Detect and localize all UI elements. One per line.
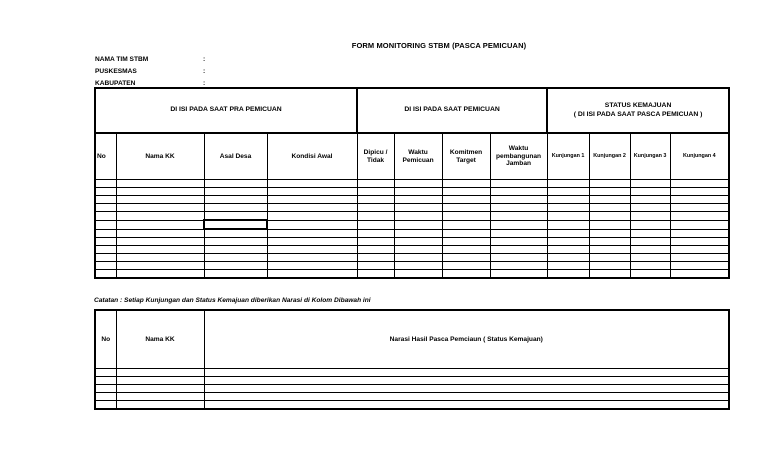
table-cell-kunjungan-4[interactable] xyxy=(670,229,729,238)
table-row xyxy=(95,229,729,238)
col-waktu-pembangunan-line2: pembangunan xyxy=(496,152,542,160)
col-dipicu-line2: Tidak xyxy=(366,156,385,164)
table-cell-asal-desa[interactable] xyxy=(204,262,267,270)
table-cell-komitmen-target[interactable] xyxy=(442,254,490,262)
form-title: FORM MONITORING STBM (PASCA PEMICUAN) xyxy=(351,41,527,50)
table-row xyxy=(95,212,729,221)
table-cell-kunjungan-1[interactable] xyxy=(547,246,589,254)
table-cell-nama-kk[interactable] xyxy=(116,238,204,246)
monitoring-table xyxy=(94,87,730,279)
col-komitmen-line1: Komitmen xyxy=(449,148,483,156)
meta-separator: : xyxy=(203,68,206,75)
table-cell-kondisi-awal[interactable] xyxy=(267,212,357,221)
table-cell-waktu-pemicuan[interactable] xyxy=(394,270,442,279)
selected-cell[interactable] xyxy=(204,220,267,229)
table-cell-dipicu[interactable] xyxy=(357,238,394,246)
col-waktu-pemicuan xyxy=(394,133,442,180)
narrative-header-row xyxy=(95,310,729,369)
col-waktu-pembangunan xyxy=(490,133,547,180)
col-kondisi-awal: Kondisi Awal xyxy=(267,133,357,180)
table-cell-waktu-pemicuan[interactable] xyxy=(394,238,442,246)
table-cell-kunjungan-3[interactable] xyxy=(630,220,670,229)
table-cell-kondisi-awal[interactable] xyxy=(267,270,357,279)
narrative-cell-narasi[interactable] xyxy=(204,369,729,377)
col-kunjungan-3: Kunjungan 3 xyxy=(630,133,670,180)
col-dipicu xyxy=(357,133,394,180)
table-cell-kunjungan-3[interactable] xyxy=(630,262,670,270)
table-cell-asal-desa[interactable] xyxy=(204,188,267,196)
col-komitmen-line2: Target xyxy=(456,156,476,164)
table-cell-asal-desa[interactable] xyxy=(204,212,267,221)
table-cell-waktu-pembangunan[interactable] xyxy=(490,262,547,270)
col-no: No xyxy=(95,133,116,180)
table-cell-nama-kk[interactable] xyxy=(116,188,204,196)
table-cell-kunjungan-2[interactable] xyxy=(589,196,630,204)
table-cell-dipicu[interactable] xyxy=(357,196,394,204)
col-komitmen-target xyxy=(442,133,490,180)
table-row xyxy=(95,254,729,262)
table-cell-asal-desa[interactable] xyxy=(204,254,267,262)
table-cell-no[interactable] xyxy=(95,238,116,246)
meta-row-puskesmas xyxy=(95,66,205,78)
table-cell-kondisi-awal[interactable] xyxy=(267,229,357,238)
table-cell-waktu-pembangunan[interactable] xyxy=(490,254,547,262)
table-cell-komitmen-target[interactable] xyxy=(442,196,490,204)
narrative-cell-narasi[interactable] xyxy=(204,377,729,385)
narrative-cell-narasi[interactable] xyxy=(204,393,729,401)
table-cell-komitmen-target[interactable] xyxy=(442,270,490,279)
narrative-row xyxy=(95,369,729,377)
narrative-row xyxy=(95,385,729,393)
table-cell-dipicu[interactable] xyxy=(357,212,394,221)
table-cell-kunjungan-1[interactable] xyxy=(547,262,589,270)
table-cell-kunjungan-3[interactable] xyxy=(630,254,670,262)
table-cell-kunjungan-3[interactable] xyxy=(630,270,670,279)
table-cell-kunjungan-3[interactable] xyxy=(630,212,670,221)
narrative-row xyxy=(95,377,729,385)
table-cell-dipicu[interactable] xyxy=(357,229,394,238)
table-cell-waktu-pembangunan[interactable] xyxy=(490,180,547,188)
table-cell-waktu-pembangunan[interactable] xyxy=(490,212,547,221)
table-cell-komitmen-target[interactable] xyxy=(442,212,490,221)
table-cell-waktu-pembangunan[interactable] xyxy=(490,220,547,229)
narrative-cell-nama-kk[interactable] xyxy=(116,369,204,377)
table-row xyxy=(95,270,729,279)
table-cell-kunjungan-2[interactable] xyxy=(589,270,630,279)
table-cell-kunjungan-1[interactable] xyxy=(547,188,589,196)
table-row xyxy=(95,262,729,270)
table-cell-asal-desa[interactable] xyxy=(204,229,267,238)
table-cell-kondisi-awal[interactable] xyxy=(267,188,357,196)
table-cell-kunjungan-2[interactable] xyxy=(589,262,630,270)
narrative-cell-nama-kk[interactable] xyxy=(116,401,204,410)
table-cell-waktu-pembangunan[interactable] xyxy=(490,246,547,254)
table-cell-kondisi-awal[interactable] xyxy=(267,254,357,262)
table-cell-no[interactable] xyxy=(95,196,116,204)
narrative-cell-nama-kk[interactable] xyxy=(116,385,204,393)
table-cell-kondisi-awal[interactable] xyxy=(267,246,357,254)
col-asal-desa: Asal Desa xyxy=(204,133,267,180)
group-saat-pemicuan: DI ISI PADA SAAT PEMICUAN xyxy=(357,88,547,133)
table-cell-kondisi-awal[interactable] xyxy=(267,220,357,229)
table-cell-kunjungan-4[interactable] xyxy=(670,254,729,262)
table-cell-waktu-pemicuan[interactable] xyxy=(394,180,442,188)
table-cell-nama-kk[interactable] xyxy=(116,229,204,238)
narrative-cell-no[interactable] xyxy=(95,369,116,377)
table-cell-kondisi-awal[interactable] xyxy=(267,262,357,270)
table-cell-kunjungan-4[interactable] xyxy=(670,220,729,229)
col-kunjungan-2: Kunjungan 2 xyxy=(589,133,630,180)
narrative-cell-no[interactable] xyxy=(95,393,116,401)
table-cell-kondisi-awal[interactable] xyxy=(267,204,357,212)
table-cell-waktu-pembangunan[interactable] xyxy=(490,188,547,196)
col-waktu-pemicuan-line2: Pemicuan xyxy=(402,156,434,164)
table-cell-komitmen-target[interactable] xyxy=(442,229,490,238)
table-cell-nama-kk[interactable] xyxy=(116,180,204,188)
col-nama-kk: Nama KK xyxy=(116,133,204,180)
table-cell-waktu-pemicuan[interactable] xyxy=(394,188,442,196)
table-cell-kunjungan-4[interactable] xyxy=(670,246,729,254)
table-cell-kondisi-awal[interactable] xyxy=(267,196,357,204)
table-cell-kunjungan-1[interactable] xyxy=(547,212,589,221)
table-cell-kunjungan-2[interactable] xyxy=(589,220,630,229)
table-cell-kunjungan-3[interactable] xyxy=(630,238,670,246)
table-cell-kunjungan-1[interactable] xyxy=(547,254,589,262)
group-pra-pemicuan: DI ISI PADA SAAT PRA PEMICUAN xyxy=(95,88,357,133)
table-cell-waktu-pemicuan[interactable] xyxy=(394,204,442,212)
table-cell-nama-kk[interactable] xyxy=(116,220,204,229)
table-cell-dipicu[interactable] xyxy=(357,180,394,188)
table-cell-kunjungan-2[interactable] xyxy=(589,180,630,188)
table-cell-kunjungan-4[interactable] xyxy=(670,238,729,246)
narrative-row xyxy=(95,393,729,401)
narr-col-no: No xyxy=(95,310,116,369)
narr-col-narasi: Narasi Hasil Pasca Pemciaun ( Status Kemajuan) xyxy=(204,310,729,369)
table-row xyxy=(95,204,729,212)
table-cell-kunjungan-1[interactable] xyxy=(547,270,589,279)
table-cell-waktu-pemicuan[interactable] xyxy=(394,196,442,204)
table-cell-nama-kk[interactable] xyxy=(116,254,204,262)
table-cell-kunjungan-1[interactable] xyxy=(547,238,589,246)
table-row xyxy=(95,196,729,204)
table-cell-kunjungan-2[interactable] xyxy=(589,212,630,221)
table-cell-komitmen-target[interactable] xyxy=(442,204,490,212)
table-cell-waktu-pemicuan[interactable] xyxy=(394,262,442,270)
narrative-cell-no[interactable] xyxy=(95,385,116,393)
table-cell-nama-kk[interactable] xyxy=(116,270,204,279)
group-status-line2: ( DI ISI PADA SAAT PASCA PEMICUAN ) xyxy=(573,110,703,118)
table-cell-no[interactable] xyxy=(95,246,116,254)
table-cell-nama-kk[interactable] xyxy=(116,204,204,212)
table-cell-kunjungan-2[interactable] xyxy=(589,246,630,254)
table-cell-komitmen-target[interactable] xyxy=(442,238,490,246)
table-cell-no[interactable] xyxy=(95,229,116,238)
col-dipicu-line1: Dipicu / xyxy=(363,148,388,156)
table-cell-no[interactable] xyxy=(95,220,116,229)
table-cell-kunjungan-1[interactable] xyxy=(547,229,589,238)
table-cell-kunjungan-3[interactable] xyxy=(630,188,670,196)
table-cell-kunjungan-2[interactable] xyxy=(589,229,630,238)
table-cell-asal-desa[interactable] xyxy=(204,180,267,188)
table-cell-kunjungan-4[interactable] xyxy=(670,204,729,212)
table-cell-kunjungan-1[interactable] xyxy=(547,204,589,212)
table-cell-kondisi-awal[interactable] xyxy=(267,238,357,246)
table-row xyxy=(95,246,729,254)
table-cell-waktu-pemicuan[interactable] xyxy=(394,212,442,221)
table-cell-komitmen-target[interactable] xyxy=(442,246,490,254)
table-cell-kunjungan-2[interactable] xyxy=(589,254,630,262)
table-row xyxy=(95,220,729,229)
meta-label-nama-tim: NAMA TIM STBM xyxy=(95,56,149,63)
meta-row-nama-tim xyxy=(95,54,205,66)
table-cell-waktu-pemicuan[interactable] xyxy=(394,220,442,229)
note-text: Catatan : Setiap Kunjungan dan Status Kemajuan diberikan Narasi di Kolom Dibawah ini xyxy=(94,297,371,304)
col-waktu-pembangunan-line1: Waktu xyxy=(508,144,529,152)
table-cell-waktu-pemicuan[interactable] xyxy=(394,254,442,262)
table-cell-komitmen-target[interactable] xyxy=(442,180,490,188)
table-cell-nama-kk[interactable] xyxy=(116,212,204,221)
narrative-cell-narasi[interactable] xyxy=(204,385,729,393)
col-waktu-pemicuan-line1: Waktu xyxy=(408,148,428,156)
table-cell-kunjungan-3[interactable] xyxy=(630,196,670,204)
table-cell-dipicu[interactable] xyxy=(357,188,394,196)
form-meta xyxy=(95,54,205,90)
narrative-cell-narasi[interactable] xyxy=(204,401,729,410)
narr-col-nama-kk: Nama KK xyxy=(116,310,204,369)
meta-separator: : xyxy=(203,80,206,87)
table-cell-no[interactable] xyxy=(95,212,116,221)
table-cell-dipicu[interactable] xyxy=(357,262,394,270)
group-status-kemajuan xyxy=(547,88,729,133)
meta-label-kabupaten: KABUPATEN xyxy=(95,80,136,87)
table-cell-no[interactable] xyxy=(95,270,116,279)
table-cell-asal-desa[interactable] xyxy=(204,270,267,279)
table-cell-kunjungan-4[interactable] xyxy=(670,196,729,204)
column-header-row xyxy=(95,133,729,180)
table-cell-waktu-pembangunan[interactable] xyxy=(490,204,547,212)
narrative-row xyxy=(95,401,729,410)
table-cell-komitmen-target[interactable] xyxy=(442,220,490,229)
table-cell-komitmen-target[interactable] xyxy=(442,262,490,270)
table-cell-waktu-pemicuan[interactable] xyxy=(394,246,442,254)
narrative-table xyxy=(94,309,730,410)
table-cell-kunjungan-4[interactable] xyxy=(670,188,729,196)
table-cell-nama-kk[interactable] xyxy=(116,196,204,204)
table-cell-kunjungan-3[interactable] xyxy=(630,180,670,188)
meta-separator: : xyxy=(203,56,206,63)
table-cell-waktu-pembangunan[interactable] xyxy=(490,238,547,246)
narrative-cell-nama-kk[interactable] xyxy=(116,393,204,401)
table-row xyxy=(95,180,729,188)
table-cell-kunjungan-4[interactable] xyxy=(670,212,729,221)
table-cell-dipicu[interactable] xyxy=(357,220,394,229)
table-cell-kunjungan-4[interactable] xyxy=(670,180,729,188)
table-cell-no[interactable] xyxy=(95,180,116,188)
table-cell-no[interactable] xyxy=(95,254,116,262)
table-cell-kunjungan-4[interactable] xyxy=(670,270,729,279)
table-cell-asal-desa[interactable] xyxy=(204,196,267,204)
table-cell-no[interactable] xyxy=(95,188,116,196)
table-cell-kunjungan-3[interactable] xyxy=(630,229,670,238)
table-cell-waktu-pembangunan[interactable] xyxy=(490,196,547,204)
table-cell-dipicu[interactable] xyxy=(357,204,394,212)
table-cell-waktu-pembangunan[interactable] xyxy=(490,270,547,279)
table-cell-no[interactable] xyxy=(95,204,116,212)
table-cell-kunjungan-1[interactable] xyxy=(547,220,589,229)
table-row xyxy=(95,238,729,246)
table-cell-no[interactable] xyxy=(95,262,116,270)
table-cell-kunjungan-1[interactable] xyxy=(547,180,589,188)
table-cell-kunjungan-3[interactable] xyxy=(630,204,670,212)
table-cell-dipicu[interactable] xyxy=(357,246,394,254)
table-cell-nama-kk[interactable] xyxy=(116,262,204,270)
table-cell-kunjungan-2[interactable] xyxy=(589,238,630,246)
table-cell-kunjungan-2[interactable] xyxy=(589,188,630,196)
table-cell-waktu-pemicuan[interactable] xyxy=(394,229,442,238)
table-cell-kunjungan-2[interactable] xyxy=(589,204,630,212)
narrative-cell-no[interactable] xyxy=(95,377,116,385)
table-cell-asal-desa[interactable] xyxy=(204,246,267,254)
table-cell-kunjungan-3[interactable] xyxy=(630,246,670,254)
narrative-cell-no[interactable] xyxy=(95,401,116,410)
meta-label-puskesmas: PUSKESMAS xyxy=(95,68,137,75)
col-waktu-pembangunan-line3: Jamban xyxy=(506,160,532,168)
group-status-line1: STATUS KEMAJUAN xyxy=(604,102,672,110)
group-header-row xyxy=(95,88,729,133)
table-cell-kunjungan-4[interactable] xyxy=(670,262,729,270)
table-cell-nama-kk[interactable] xyxy=(116,246,204,254)
table-cell-dipicu[interactable] xyxy=(357,254,394,262)
table-cell-asal-desa[interactable] xyxy=(204,238,267,246)
table-cell-kunjungan-1[interactable] xyxy=(547,196,589,204)
table-row xyxy=(95,188,729,196)
table-cell-asal-desa[interactable] xyxy=(204,204,267,212)
col-kunjungan-1: Kunjungan 1 xyxy=(547,133,589,180)
narrative-cell-nama-kk[interactable] xyxy=(116,377,204,385)
table-cell-waktu-pembangunan[interactable] xyxy=(490,229,547,238)
table-cell-komitmen-target[interactable] xyxy=(442,188,490,196)
table-cell-dipicu[interactable] xyxy=(357,270,394,279)
col-kunjungan-4: Kunjungan 4 xyxy=(670,133,729,180)
table-cell-kondisi-awal[interactable] xyxy=(267,180,357,188)
